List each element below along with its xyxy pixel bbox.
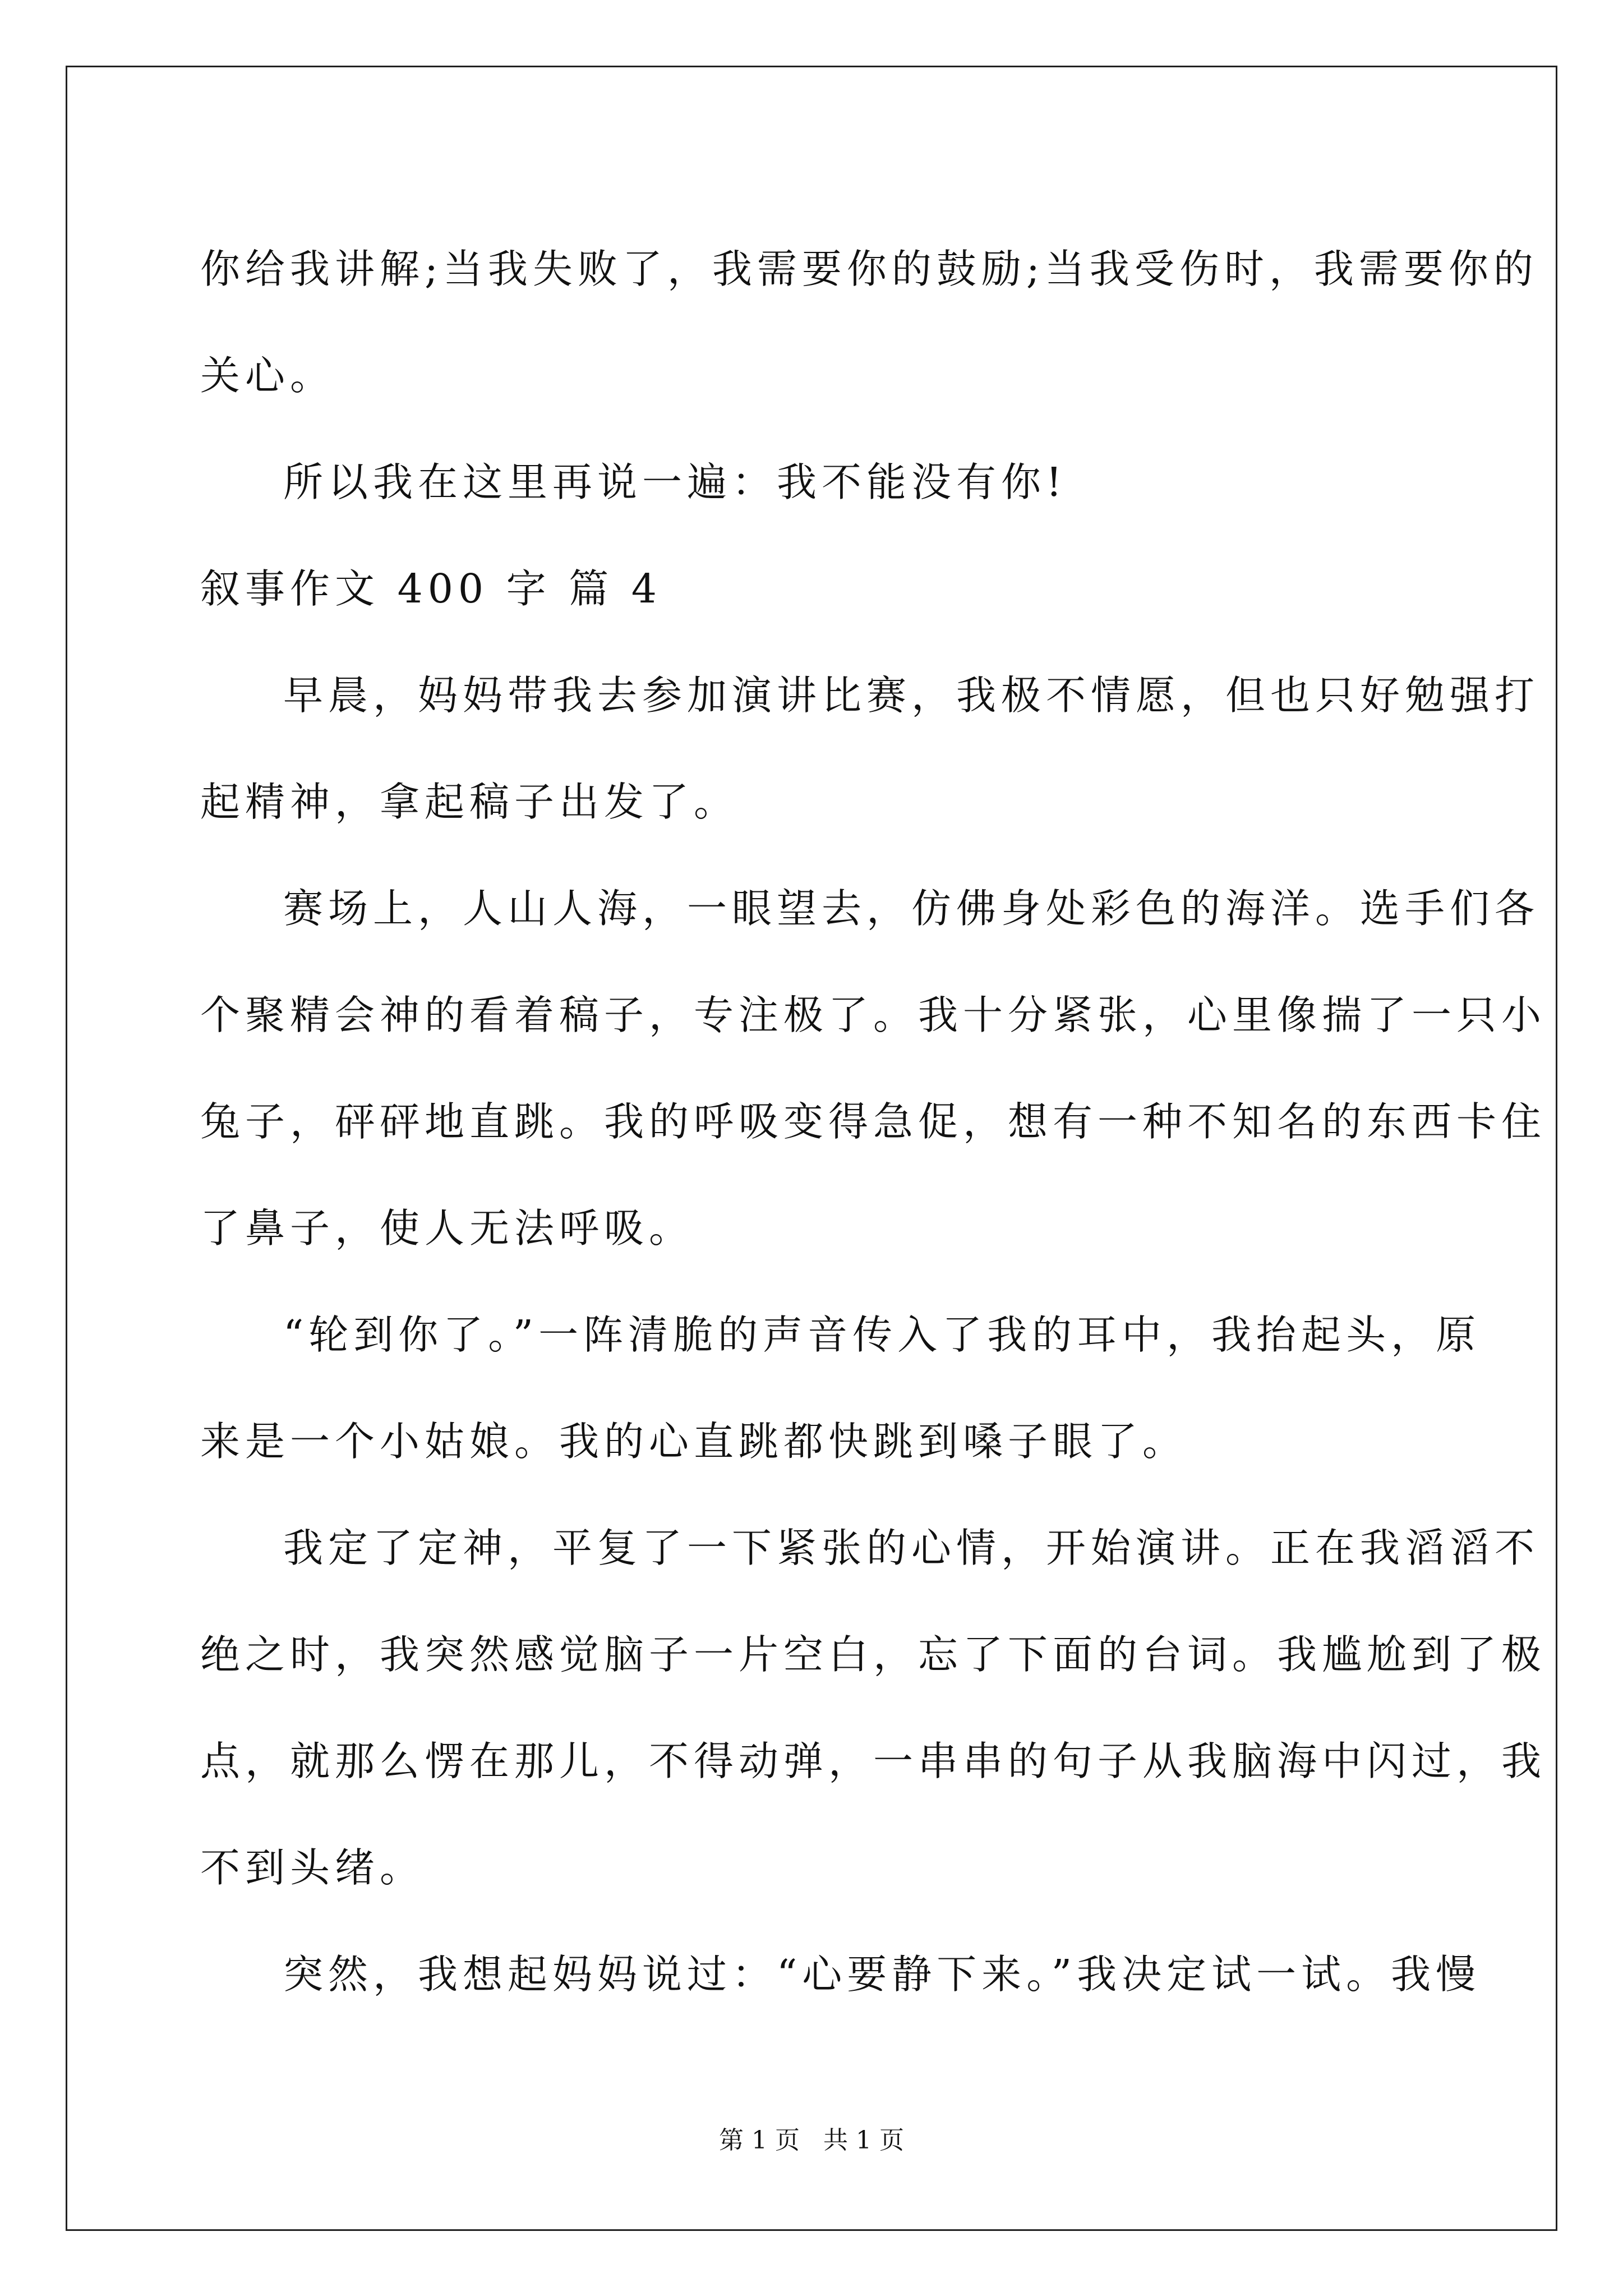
text-line: 个聚精会神的看着稿子，专注极了。我十分紧张，心里像揣了一只小 (200, 992, 1547, 1038)
text-line: 了鼻子，使人无法呼吸。 (200, 1205, 694, 1251)
text-line: 来是一个小姑娘。我的心直跳都快跳到嗓子眼了。 (200, 1418, 1188, 1465)
text-line: 兔子，砰砰地直跳。我的呼吸变得急促，想有一种不知名的东西卡住 (200, 1098, 1547, 1145)
text-line: 突然，我想起妈妈说过：“心要静下来。”我决定试一试。我慢 (283, 1951, 1481, 1998)
text-line: 赛场上，人山人海，一眼望去，仿佛身处彩色的海洋。选手们各 (283, 885, 1540, 932)
section-heading: 叙事作文 400 字 篇 4 (200, 565, 662, 612)
text-line: 我定了定神，平复了一下紧张的心情，开始演讲。正在我滔滔不 (283, 1525, 1540, 1571)
text-line: 不到头绪。 (200, 1844, 425, 1891)
page-footer: 第 1 页 共 1 页 (719, 2126, 904, 2155)
text-line: 绝之时，我突然感觉脑子一片空白，忘了下面的台词。我尴尬到了极 (200, 1631, 1547, 1678)
text-line: 点，就那么愣在那儿，不得动弹，一串串的句子从我脑海中闪过，我 (200, 1738, 1547, 1784)
text-line: 早晨，妈妈带我去参加演讲比赛，我极不情愿，但也只好勉强打 (283, 672, 1540, 719)
text-line: 关心。 (200, 352, 335, 399)
text-line: “轮到你了。”一阵清脆的声音传入了我的耳中，我抬起头，原 (283, 1312, 1481, 1358)
text-line: 起精神，拿起稿子出发了。 (200, 779, 739, 825)
text-line: 所以我在这里再说一遍：我不能没有你! (283, 459, 1067, 505)
document-body (200, 216, 1547, 2028)
text-line: 你给我讲解;当我失败了，我需要你的鼓励;当我受伤时，我需要你的 (200, 246, 1538, 292)
